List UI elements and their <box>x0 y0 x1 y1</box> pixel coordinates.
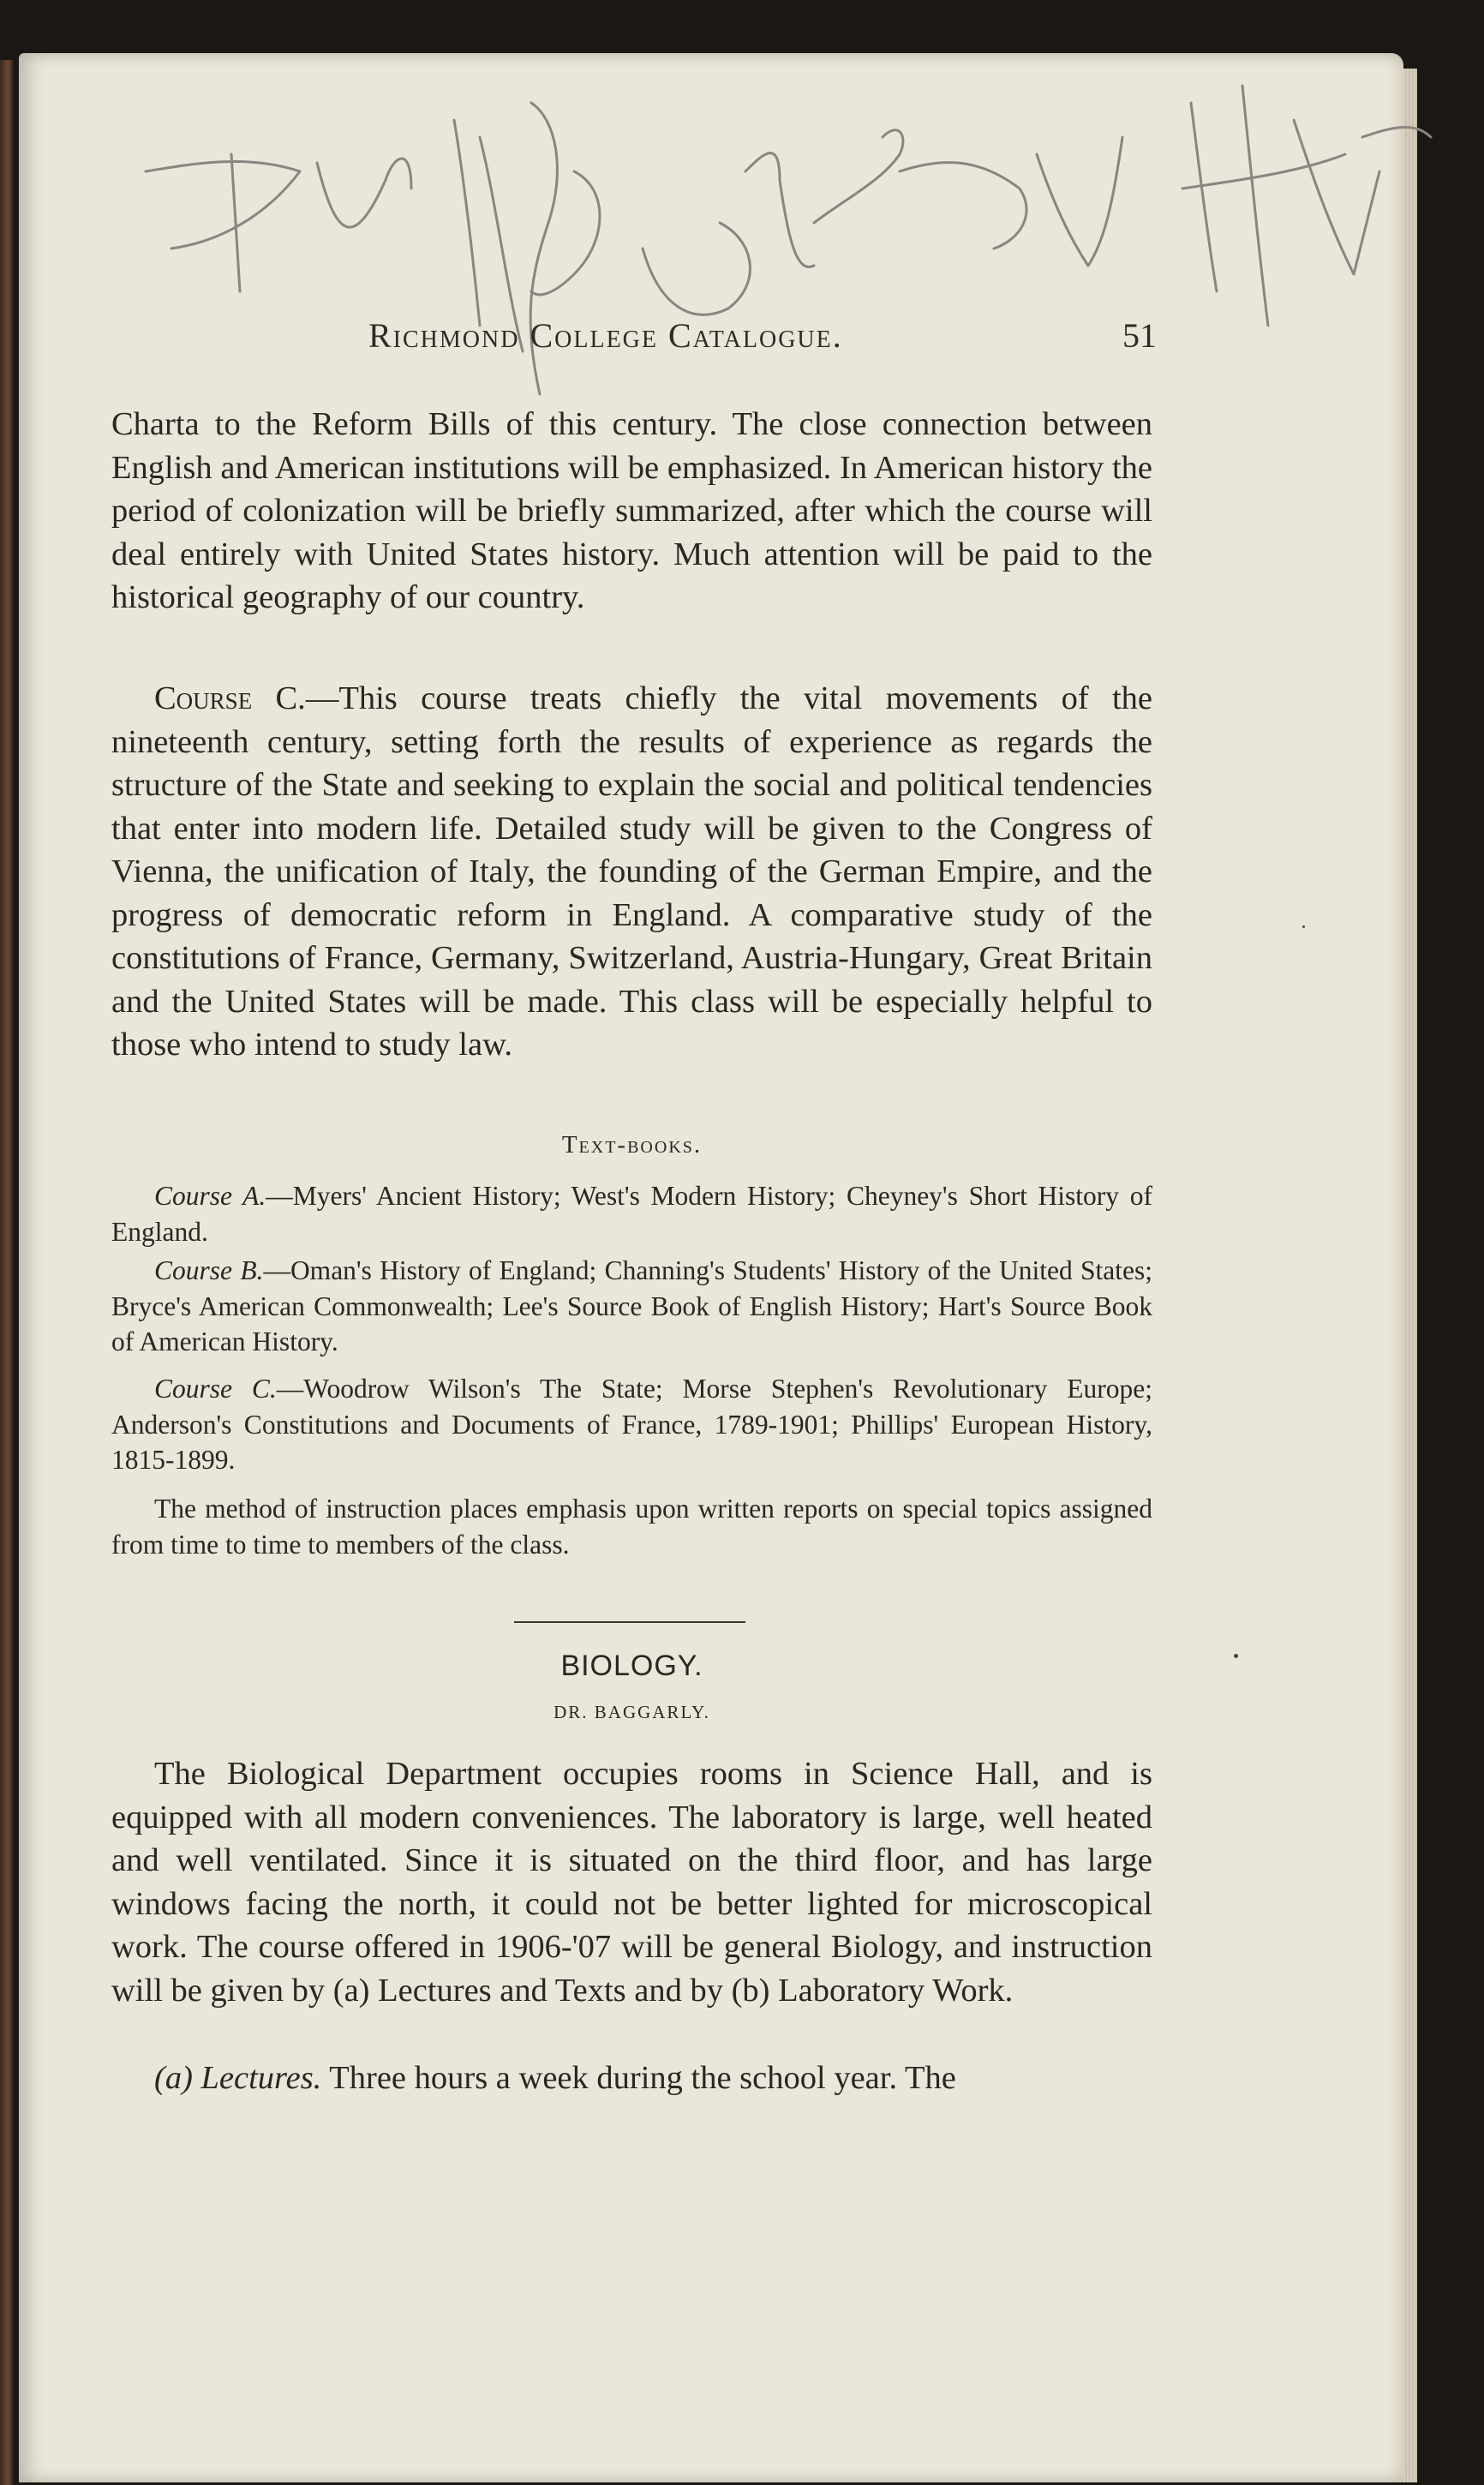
pencil-stroke <box>1037 137 1122 266</box>
pencil-stroke <box>1294 120 1379 274</box>
course-c-books: —Woodrow Wilson's The State; Morse Stephen's Revolutionary Europe; Anderson's Constitutions and Documents of France, 1789-1901; Phillips' European History, 1815-1899. <box>111 1374 1152 1475</box>
book-binding <box>0 60 14 2485</box>
course-c-label: Course C. <box>154 680 306 716</box>
paper-speck <box>1302 925 1305 928</box>
paragraph-history-continuation: Charta to the Reform Bills of this century. The close connection between English and American institutions will be emphasized. In American history the period of colonization will be briefly summarized, after which the course will deal entirely with United States history. Much attention will be paid to the historical geography of our country. <box>111 406 1152 615</box>
section-divider <box>514 1621 745 1623</box>
course-a-label: Course A. <box>154 1181 266 1211</box>
course-c-description: —This course treats chiefly the vital movements of the nineteenth century, setting forth the results of experience as regards the structure of the State and seeking to explain the social and political tendencies that enter into modern life. Detailed study will be given to the Congress of Vienna, the unification of Italy, the founding of the German Empire, and the progress of democratic reform in England. A comparative study of the constitutions of France, Germany, Switzerland, Austria-Hungary, Great Britain and the United States will be made. This class will be especially helpful to those who intend to study law. <box>111 680 1152 1063</box>
course-a-books: —Myers' Ancient History; West's Modern History; Cheyney's Short History of England. <box>111 1181 1152 1247</box>
lectures-text: Three hours a week during the school year. The <box>321 2060 956 2096</box>
running-head: Richmond College Catalogue. <box>368 316 843 355</box>
pencil-stroke <box>231 154 240 291</box>
textbooks-course-b <box>111 1253 1152 1360</box>
pencil-stroke <box>1191 103 1217 291</box>
pencil-stroke <box>146 161 300 248</box>
biology-instructor: DR. BAGGARLY. <box>554 1702 710 1722</box>
textbooks-heading: Text-books. <box>561 1131 703 1159</box>
pencil-stroke <box>900 163 1026 248</box>
pencil-stroke <box>814 130 903 223</box>
lectures-label: (a) Lectures. <box>154 2060 322 2096</box>
pencil-stroke <box>531 171 600 295</box>
biology-lectures-paragraph <box>111 2057 1152 2100</box>
textbooks-course-c <box>111 1371 1152 1478</box>
biology-title: BIOLOGY. <box>560 1650 703 1682</box>
page-number: 51 <box>1122 316 1157 355</box>
pencil-stroke <box>643 223 750 314</box>
page-edges <box>1403 69 1417 2482</box>
paper-speck <box>1234 1654 1238 1658</box>
biology-paragraph: The Biological Department occupies rooms in Science Hall, and is equipped with all modern conveniences. The laboratory is large, well heated and well ventilated. Since it is situated on the third floor, and has large windows facing the north, it could not be better lighted for microscopical work. The course offered in 1906-'07 will be general Biology, and instruction will be given by (a) Lectures and Texts and by (b) Laboratory Work. <box>111 1756 1152 2009</box>
pencil-stroke <box>317 159 411 227</box>
textbooks-course-a <box>111 1178 1152 1249</box>
method-note: The method of instruction places emphasis upon written reports on special topics assigned from time to time to members of the class. <box>111 1494 1152 1560</box>
pencil-stroke <box>454 120 480 326</box>
pencil-stroke <box>1182 154 1345 189</box>
pencil-stroke <box>1242 86 1268 326</box>
pencil-stroke <box>745 153 814 267</box>
paragraph-course-c <box>111 677 1152 1067</box>
course-b-label: Course B. <box>154 1255 264 1285</box>
pencil-stroke <box>1362 127 1431 137</box>
course-b-books: —Oman's History of England; Channing's Students' History of the United States; Bryce's American Commonwealth; Lee's Source Book of English History; Hart's Source Book of American History. <box>111 1255 1152 1356</box>
page-header <box>111 315 1157 367</box>
course-c-books-label: Course C. <box>154 1374 277 1404</box>
